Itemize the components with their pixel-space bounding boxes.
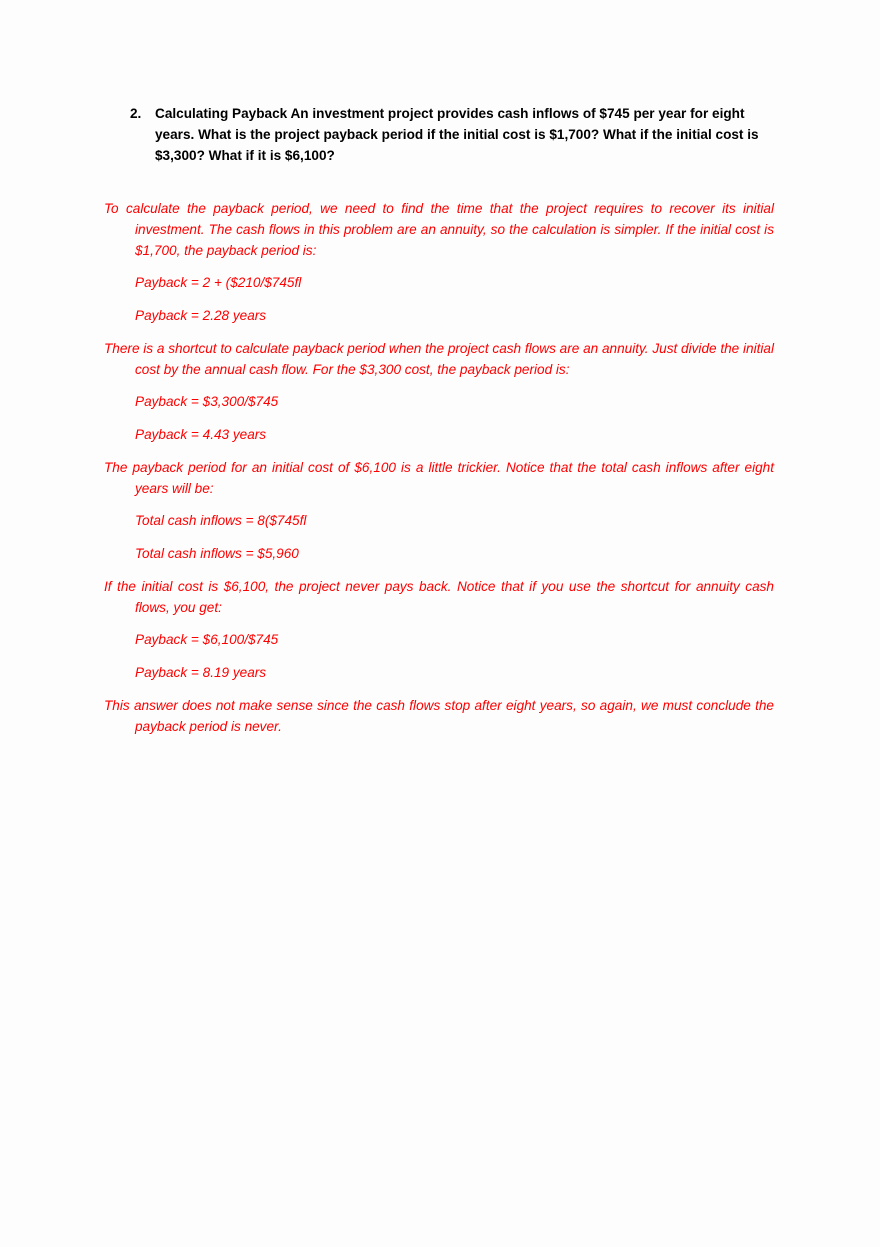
equation: Payback = 2 + ($210/$745fl	[135, 275, 302, 290]
answer-paragraph: If the initial cost is $6,100, the project never pays back. Notice that if you use the shortcut for annuity cash flows, you get:	[104, 579, 774, 615]
equation: Payback = $6,100/$745	[135, 632, 279, 647]
answer-paragraph: There is a shortcut to calculate payback period when the project cash flows are an annuity. Just divide the initial cost by the annual cash flow. For the $3,300 cost, the payback period is:	[104, 341, 774, 377]
equation: Total cash inflows = 8($745fl	[135, 513, 307, 528]
question-block	[130, 103, 780, 166]
answer-paragraph: The payback period for an initial cost of $6,100 is a little trickier. Notice that the total cash inflows after eight years will be:	[104, 460, 774, 496]
answer-block	[104, 198, 774, 748]
equation: Payback = 2.28 years	[135, 308, 267, 323]
question-number: 2.	[130, 106, 142, 121]
equation: Payback = 8.19 years	[135, 665, 267, 680]
equation: Payback = $3,300/$745	[135, 394, 279, 409]
equation: Total cash inflows = $5,960	[135, 546, 299, 561]
question-text: Calculating Payback An investment project provides cash inflows of $745 per year for eight years. What is the project payback period if the initial cost is $1,700? What if the initial cost is $3,300? What if it is $6,100?	[155, 106, 759, 163]
answer-paragraph: This answer does not make sense since the cash flows stop after eight years, so again, we must conclude the payback period is never.	[104, 698, 774, 734]
answer-paragraph: To calculate the payback period, we need to find the time that the project requires to recover its initial investment. The cash flows in this problem are an annuity, so the calculation is simpler. If the initial cost is $1,700, the payback period is:	[104, 201, 774, 258]
equation: Payback = 4.43 years	[135, 427, 267, 442]
